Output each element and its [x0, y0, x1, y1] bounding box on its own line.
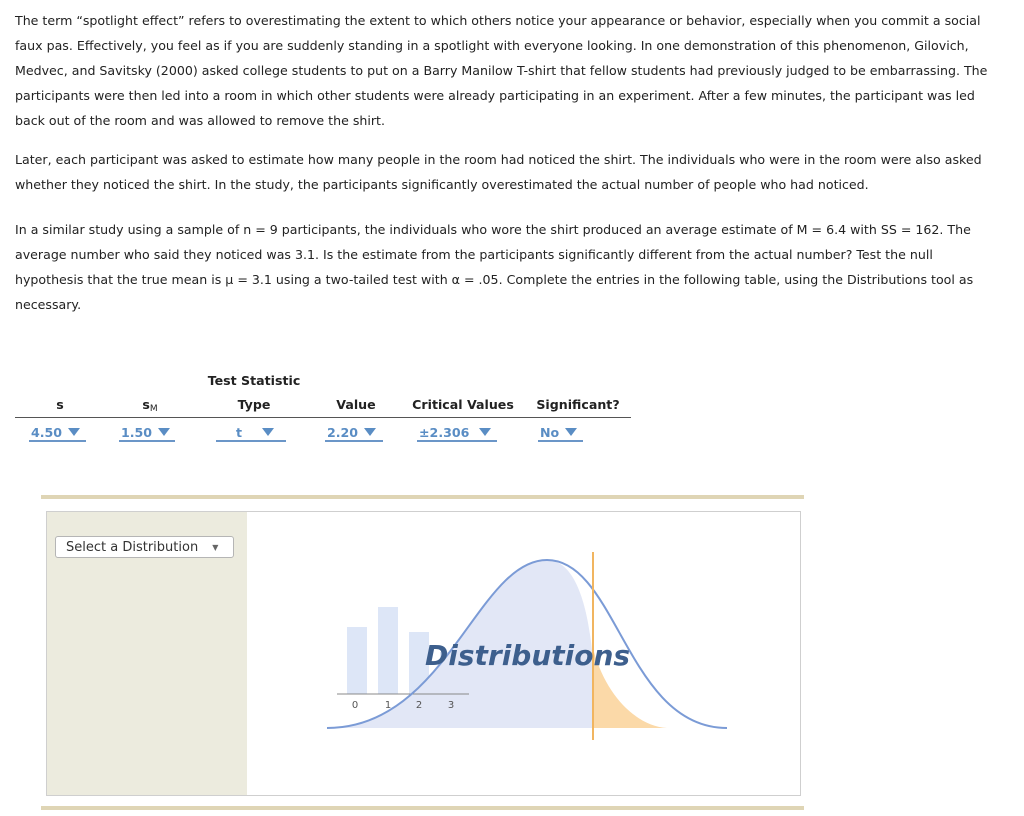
- value-dropdown-value: 2.20: [327, 424, 359, 440]
- value-dropdown[interactable]: [325, 424, 383, 442]
- header-critical-values: Critical Values: [412, 397, 514, 412]
- header-value: Value: [336, 397, 376, 412]
- sm-dropdown-arrow-icon: [158, 428, 170, 436]
- s-dropdown-arrow-icon: [68, 428, 80, 436]
- s-dropdown-value: 4.50: [31, 424, 63, 440]
- significant-dropdown[interactable]: [538, 424, 583, 442]
- select-distribution-dropdown[interactable]: [55, 536, 234, 558]
- logo-tick-3: 3: [447, 700, 455, 711]
- select-distribution-label: Select a Distribution: [66, 539, 199, 555]
- type-dropdown[interactable]: [216, 424, 286, 442]
- critical-values-dropdown[interactable]: [417, 424, 497, 442]
- logo-tick-1: 1: [384, 700, 392, 711]
- header-sm: [130, 397, 170, 412]
- tool-top-divider: [41, 495, 804, 499]
- significant-dropdown-value: No: [540, 424, 560, 440]
- critical-values-dropdown-arrow-icon: [479, 428, 491, 436]
- intro-paragraph: The term “spotlight effect” refers to overestimating the extent to which others notice your appearance or behavior, especially when you commit a social faux pas. Effectively, you feel as if you are suddenly standing in a spotlight with everyone looking. In one demonstration of this phenomenon, Gilovich, Medvec, and Savitsky (2000) asked college students to put on a Barry Manilow T-shirt that fellow students had previously judged to be embarrassing. The participants were then led into a room in which other students were already participating in an experiment. After a few minutes, the participant was led back out of the room and was allowed to remove the shirt.: [15, 13, 988, 128]
- sm-dropdown-value: 1.50: [121, 424, 153, 440]
- study-paragraph: Later, each participant was asked to estimate how many people in the room had noticed the shirt. The individuals who were in the room were also asked whether they noticed the shirt. In the study, the participants significantly overestimated the actual number of people who had noticed.: [15, 152, 982, 192]
- logo-tick-0: 0: [351, 700, 359, 711]
- logo-title: Distributions: [425, 639, 631, 672]
- question-paragraph: In a similar study using a sample of n = 9 participants, the individuals who wore the shirt produced an average estimate of M = 6.4 with SS = 162. The average number who said they noticed was 3.1. Is the estimate from the participants significantly different from the actual number? Test the null hypothesis that the true mean is μ = 3.1 using a two-tailed test with α = .05. Complete the entries in the following table, using the Distributions tool as necessary.: [15, 222, 974, 312]
- type-dropdown-value: t: [236, 424, 243, 440]
- tool-side-pane: [47, 512, 247, 795]
- table-header-rule: [15, 417, 631, 418]
- select-distribution-arrow-icon: ▼: [212, 542, 219, 552]
- type-dropdown-arrow-icon: [262, 428, 274, 436]
- distributions-tool-panel: [46, 511, 801, 796]
- value-dropdown-arrow-icon: [364, 428, 376, 436]
- tool-bottom-divider: [41, 806, 804, 810]
- header-sm-subscript: M: [149, 404, 158, 414]
- critical-values-dropdown-value: ±2.306: [419, 424, 470, 440]
- distributions-logo: [247, 512, 800, 795]
- test-statistic-group-header: Test Statistic: [207, 373, 301, 388]
- significant-dropdown-arrow-icon: [565, 428, 577, 436]
- header-significant: Significant?: [536, 397, 620, 412]
- logo-tick-2: 2: [415, 700, 423, 711]
- header-type: Type: [237, 397, 271, 412]
- s-dropdown[interactable]: [29, 424, 86, 442]
- header-s: s: [56, 397, 64, 412]
- sm-dropdown[interactable]: [119, 424, 175, 442]
- header-sm-s: s: [142, 397, 150, 412]
